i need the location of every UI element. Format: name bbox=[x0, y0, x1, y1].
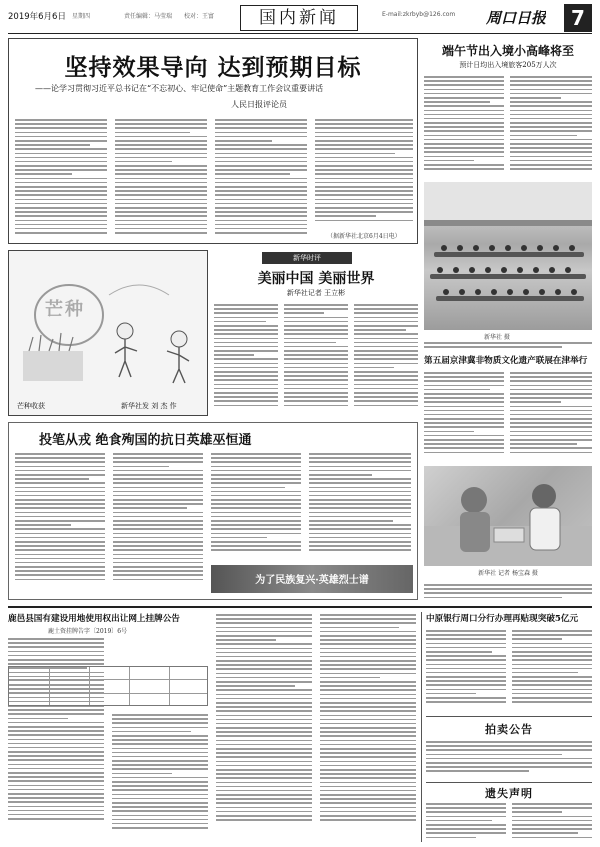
xinhua-column-byline: 新华社记者 王立彬 bbox=[286, 289, 346, 297]
proof-info: 校对：王富 bbox=[184, 13, 215, 20]
martyr-col-4 bbox=[309, 451, 411, 559]
heritage-photo bbox=[424, 466, 592, 566]
luyi-doc-number: 鹿土资挂牌告字〔2019〕6号 bbox=[48, 628, 128, 635]
martyr-article bbox=[8, 422, 418, 600]
cartoon-image bbox=[9, 255, 207, 395]
dragon-boat-article bbox=[424, 38, 592, 350]
dragon-boat-headline: 端午节出入境小高峰将至 bbox=[441, 44, 574, 58]
dragon-boat-col-1 bbox=[424, 74, 504, 178]
lead-col-2 bbox=[115, 117, 207, 241]
heritage-summary bbox=[424, 582, 592, 602]
xinhua-col-1 bbox=[214, 302, 278, 414]
lead-continue-note: （据新华社北京6月4日电） bbox=[327, 233, 401, 240]
masthead-bar bbox=[8, 4, 592, 34]
heritage-article bbox=[424, 354, 592, 578]
section-divider bbox=[8, 606, 592, 608]
lost-col-2 bbox=[512, 801, 592, 842]
xinhua-column-tag: 新华时评 bbox=[262, 252, 352, 264]
martyr-col-1 bbox=[15, 451, 105, 591]
cartoon-box bbox=[8, 250, 208, 416]
luyi-table bbox=[8, 666, 208, 706]
lead-headline: 坚持效果导向 达到预期目标 bbox=[64, 54, 362, 81]
email-info: E-mail:zkrbyb@126.com bbox=[382, 11, 456, 18]
lead-col-3 bbox=[215, 117, 307, 241]
martyr-banner-text: 为了民族复兴·英雄烈士谱 bbox=[255, 575, 369, 586]
cartoon-title: 芒种 bbox=[45, 299, 85, 320]
luyi-col-3 bbox=[216, 612, 312, 840]
martyr-banner bbox=[211, 565, 413, 593]
luyi-notice bbox=[8, 612, 418, 842]
martyr-col-3 bbox=[211, 451, 301, 559]
heritage-col-1 bbox=[424, 370, 504, 462]
dragon-boat-photo bbox=[424, 182, 592, 330]
dragon-boat-image bbox=[424, 182, 592, 330]
cartoon-caption-right: 新华社发 刘 杰 作 bbox=[121, 402, 177, 410]
lost-col-1 bbox=[426, 801, 506, 842]
dragon-boat-subheadline: 预计日均出入境旅客205万人次 bbox=[459, 61, 557, 69]
bank-col-1 bbox=[426, 628, 506, 712]
luyi-col-4 bbox=[320, 612, 416, 840]
luyi-headline: 鹿邑县国有建设用地使用权出让网上挂牌公告 bbox=[8, 614, 180, 624]
lost-title: 遗失声明 bbox=[485, 787, 533, 800]
xinhua-col-3 bbox=[354, 302, 418, 414]
heritage-headline: 第五届京津冀非物质文化遗产联展在津举行 bbox=[424, 356, 588, 366]
martyr-col-2 bbox=[113, 451, 203, 591]
dragon-boat-photo-caption: 新华社 摄 bbox=[484, 334, 510, 341]
martyr-headline: 投笔从戎 绝食殉国的抗日英雄巫恒通 bbox=[39, 433, 252, 448]
bank-headline: 中原银行周口分行办理再贴现突破5亿元 bbox=[426, 614, 579, 624]
editor-info: 责任编辑：马莹瑞 bbox=[124, 13, 173, 20]
luyi-col-2 bbox=[112, 712, 208, 840]
heritage-col-2 bbox=[510, 370, 592, 462]
lead-col-4 bbox=[315, 117, 413, 229]
paper-name: 周口日报 bbox=[486, 9, 547, 27]
xinhua-column-headline: 美丽中国 美丽世界 bbox=[257, 271, 375, 287]
dragon-boat-caption-text bbox=[424, 340, 592, 350]
heritage-photo-caption: 新华社 记者 杨宝森 摄 bbox=[478, 570, 538, 577]
heritage-image bbox=[424, 466, 592, 566]
issue-weekday: 星期四 bbox=[72, 13, 91, 20]
lead-col-1 bbox=[15, 117, 107, 241]
notice-divider bbox=[421, 612, 422, 842]
dragon-boat-col-2 bbox=[510, 74, 592, 178]
auction-body bbox=[426, 739, 592, 778]
xinhua-column bbox=[214, 250, 418, 416]
lead-subheadline: ——论学习贯彻习近平总书记在“不忘初心、牢记使命”主题教育工作会议重要讲话 bbox=[35, 84, 324, 93]
auction-notice bbox=[426, 716, 592, 778]
auction-title: 拍卖公告 bbox=[485, 723, 533, 736]
lost-notice bbox=[426, 782, 592, 842]
page-number: 7 bbox=[564, 4, 592, 32]
cartoon-caption-left: 芒种收获 bbox=[17, 402, 45, 410]
lead-byline: 人民日报评论员 bbox=[231, 100, 287, 109]
section-title: 国内新闻 bbox=[240, 5, 358, 31]
bank-col-2 bbox=[512, 628, 592, 712]
issue-date: 2019年6月6日 bbox=[8, 12, 66, 22]
lead-article bbox=[8, 38, 418, 244]
bank-article bbox=[426, 612, 592, 712]
xinhua-col-2 bbox=[284, 302, 348, 414]
